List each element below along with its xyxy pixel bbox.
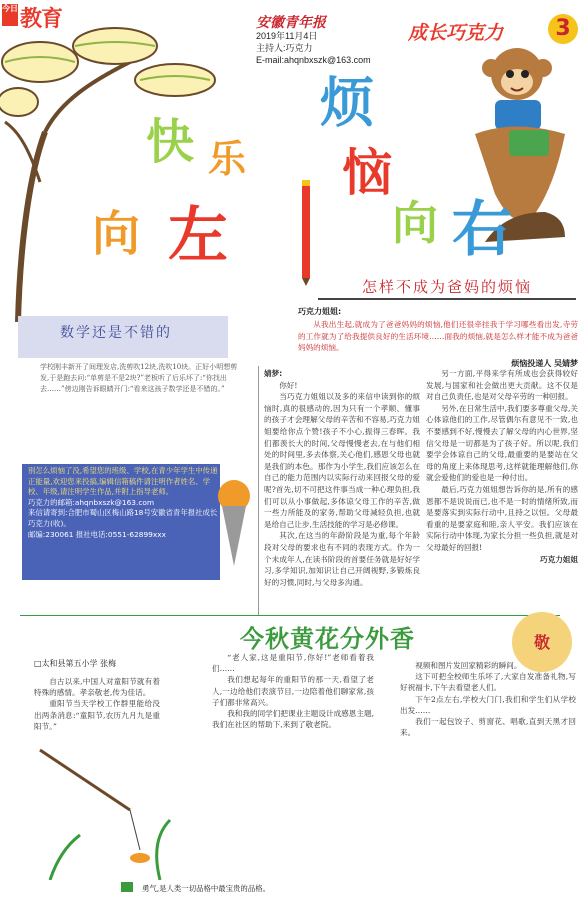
article-intro-box (298, 306, 578, 369)
autumn-col2-p3: 我和我的同学们把课业主题设计成感恩主题,我们在社区的帮助下,来到了敬老院。 (212, 709, 374, 730)
article-intro-label: 巧克力姐姐: (298, 307, 342, 316)
article-col1-p2: 其次,在这当的年龄阶段是为重,每个年龄段对父母的要求也有不同的表现方式。作为一个未成年人,在读书阶段的首要任务就是好好学习,多学知识,加知识让自己开阔视野,多锻炼良好的习惯,同时,与父母多沟通。 (264, 531, 420, 587)
heading-char-xiang-right: 向 (392, 196, 438, 250)
ice-cream-illustration (214, 466, 254, 576)
math-text: 学校刚丰新开了间理发店,洗剪吹12块,洗吹10块。正好小明想剪发,于是跑去问:“单剪是不是2块?”老板听了后乐坏了:“你找出去……”傍边刚告诉眼睛开门:“看来这孩子数学还是不错的。” (40, 363, 238, 393)
pencil-icon (296, 176, 316, 286)
heading-char-le: 乐 (208, 137, 247, 181)
fishing-illustration (30, 740, 180, 880)
masthead-tag: 今日 (2, 4, 18, 26)
article-col1-p1: 当巧克力姐姐以及多的来信中读到你的烦恼时,真的很感动的,因为只有一个孝顺、懂事的孩子才会理解父母的辛苦和不容易,巧克力姐姐要给你点个赞!孩子不小心,振得三春晖。我们都羡长大的时间,父母慢慢老去,在与他们相处的时间里,多去体察,关心他们,感恩父母也就是我们的本色。那作为小学生,我们应该怎么在自己的能力范围内以实际行动来回报父母的爱呢?首先,切不可把这件事当成一种心理负担,我们可以从小事做起,多体谅父母工作的辛苦,做一些力所能及的家务,帮助父母减轻负担,也就是给自己让步,生活技能的学习是必修课。 (264, 392, 420, 529)
page-number: 3 (548, 14, 578, 44)
article-col2-p2: 另外,在日常生活中,我们要多尊重父母,关心体谅他们的工作,尽管偶尔有意见不一致,也不要感到不好,慢慢去了解父母的内心世界,坚信父母是一切都是为了孩子好。所以呢,我们要学会体谅自己的父母,最重要的是要站在父母的角度上来体现思考,这样就能理解他们,你就会爱他们的爱也是一种付出。 (426, 403, 578, 483)
heading-char-fan: 烦 (320, 71, 374, 134)
autumn-col2-p2: 我们想起每年的重阳节的那一天,看望了老人,一边给他们表演节目,一边陪着他们聊家常,孩子们都非常高兴。 (212, 675, 374, 707)
autumn-col3-p2: 这下可把全校师生乐坏了,大家自发准备礼物,写好祝福卡,下午去看望老人们。 (400, 672, 576, 693)
autumn-col3-p1: 视频和图片发回家精彩的瞬间。 (415, 661, 522, 670)
edition-info (256, 30, 371, 66)
svg-text:敬: 敬 (533, 633, 551, 652)
reply-to: 婧梦: (264, 369, 283, 378)
masthead-edu: 教育 (20, 6, 63, 32)
autumn-col3-p3: 下午2点左右,学校大门门,我们和学生们从学校出发…… (400, 694, 576, 715)
notice-line3: 来信请寄到:合肥市蜀山区梅山路18号安徽省青年报社成长巧克力(收)。 (28, 508, 218, 528)
autumn-col1-p1: 自古以来,中国人对童阳节就有着特殊的感情。孝亲敬老,传为佳话。 (34, 677, 160, 698)
notice-line1: 别怎么烦恼了没,希望您的班级、学校,在青少年学生中传递正能量,欢迎您来投搞,编辑信箱稿件请注明作者姓名、学校、年级,请注明学生作品,并附上指导老师。 (28, 466, 218, 497)
autumn-col3-p4: 我们一起包饺子、剪窗花、唱歌,直到天黑才回来。 (400, 717, 576, 738)
article-col1 (264, 368, 420, 588)
notice-text (28, 466, 218, 540)
article-title: 怎样不成为爸妈的烦恼 (318, 276, 576, 300)
autumn-byline: □太和县第五小学 张梅 (34, 659, 117, 668)
notice-line2: 巧克力的邮箱:ahqnbxszk@163.com (28, 497, 155, 507)
greeting: 你好! (279, 380, 298, 390)
heading-char-nao: 恼 (342, 144, 392, 202)
autumn-col2 (212, 652, 374, 730)
footer-quote-icon (120, 881, 134, 893)
tree-illustration (0, 22, 230, 322)
heading-char-you: 右 (452, 195, 512, 265)
edition-date: 2019年11月4日 (256, 31, 318, 41)
autumn-col3 (400, 660, 576, 738)
column-divider (258, 366, 259, 616)
footer-quote: 勇气,是人类一切品格中最宝贵的品格。 (142, 884, 270, 893)
autumn-divider (20, 615, 560, 616)
autumn-col1 (34, 676, 160, 732)
heading-char-xiang-left: 向 (92, 206, 141, 262)
article-sign-off: 巧克力姐姐 (540, 554, 578, 564)
math-title: 数学还是不错的 (60, 325, 172, 341)
edition-email: E-mail:ahqnbxszk@163.com (256, 55, 371, 65)
paper-name: 安徽青年报 (256, 15, 326, 31)
article-signature: 烦恼投递人 吴婧梦 (511, 358, 578, 368)
autumn-col2-p1: “老人家,这是重阳节,你好!”老师看着我们…… (212, 653, 374, 674)
section-title: 成长巧克力 (408, 22, 504, 44)
article-col2-p1: 另一方面,平得来学有所成也会获得较好发展,与国家和社会做出更大贡献。这不仅是对自己负责任,也是对父母辛劳的一种回报。 (426, 369, 578, 402)
autumn-title: 今秋黄花分外香 (240, 625, 415, 653)
article-col2-p3: 最后,巧克力姐姐想告诉你的是,所有的感恩都不是说说而已,也不是一时的情绪所致,而是要落实到实际行动中,且持之以恒。父母最看重的是要家庭和睦,亲人平安。我们应该在实际行动中体现,为家长分担一些负担,就是对父母最好的回报! (426, 484, 578, 552)
notice-line4: 邮编:230061 报社电话:0551-62899xxx (28, 529, 166, 539)
article-col2 (426, 368, 578, 565)
article-intro-text: 从我出生起,就成为了爸爸妈妈的烦恼,他们还很牵挂我于学习哪些看出发,寺劳的工作就为了给我提供良好的生活环境……面我的烦恼,就是怎么样才能不成为爸爸妈妈的烦恼。 (298, 320, 578, 353)
heading-char-kuai: 快 (146, 114, 195, 170)
edition-editor: 主持人:巧克力 (256, 43, 313, 53)
heading-char-zuo: 左 (168, 201, 228, 271)
autumn-col1-p2: 重阳节当天学校工作群里能给没出两条消息:“童阳节,农历九月九是重阳节。” (34, 699, 160, 731)
